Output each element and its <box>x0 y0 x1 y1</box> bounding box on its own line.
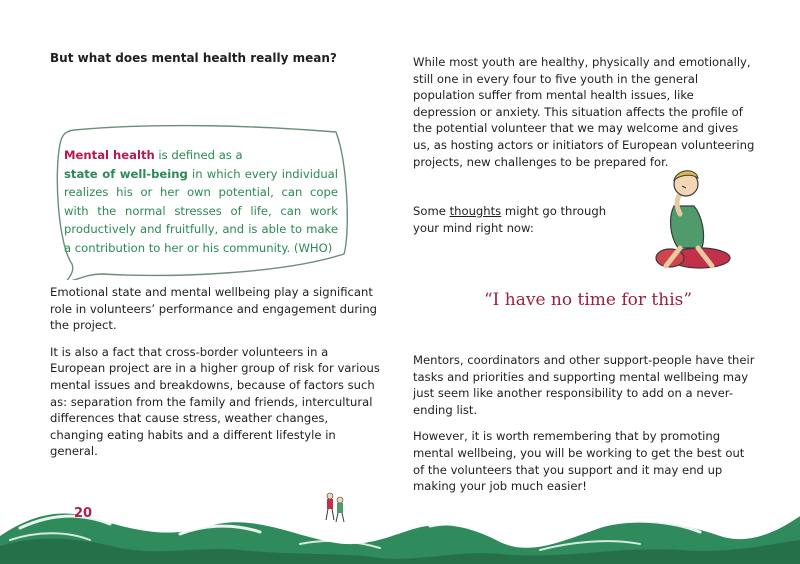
left-body-text <box>50 284 380 470</box>
thoughts-underlined: thoughts <box>449 204 502 218</box>
paragraph: It is also a fact that cross-border volunteers in a European project are in a higher group of risk for various mental issues and breakdowns, because of factors such as: separation from the family and friends, intercultural differences that cause stress, weather changes, changing eating habits and a different lifestyle in general. <box>50 344 380 459</box>
definition-text <box>64 146 338 258</box>
definition-body: in which every individual realizes his or her own potential, can cope with the normal stresses of life, can work productively and fruitfully, and is able to make a contribution to her or his community. (WHO) <box>64 166 338 255</box>
paragraph: Emotional state and mental wellbeing play a significant role in volunteers’ performance and engagement during the project. <box>50 285 378 333</box>
term-mental-health: Mental health <box>64 148 155 162</box>
section-heading: But what does mental health really mean? <box>50 51 337 65</box>
page-number: 20 <box>74 506 93 521</box>
definition-connector: is defined as a <box>154 148 243 162</box>
term-state-of-wellbeing: state of well-being <box>64 166 188 181</box>
definition-callout <box>52 124 348 280</box>
intro-paragraph: While most youth are healthy, physically and emotionally, still one in every four to five youth in the general population suffer from mental health issues, like depression or anxiety. This situation affects the profile of the potential volunteer that we may welcome and gives us, as hosting actors or initiators of European volunteering projects, new challenges to be prepared for. <box>413 55 755 169</box>
thoughts-intro <box>413 203 633 236</box>
paragraph: Mentors, coordinators and other support-people have their tasks and priorities and supporting mental wellbeing may just seem like another responsibility to add on a never-ending list. <box>413 353 755 417</box>
hiker-figures <box>326 493 344 522</box>
thinking-person-illustration <box>640 162 736 274</box>
hills-landscape-illustration <box>0 476 800 564</box>
thought-quote: “I have no time for this” <box>483 290 693 310</box>
thoughts-before: Some <box>413 204 450 218</box>
thoughts-after: might go through your mind right now: <box>413 204 607 235</box>
paragraph: However, it is worth remembering that by promoting mental wellbeing, you will be working to get the best out of the volunteers that you support and it may end up making your job much easier! <box>413 429 745 494</box>
